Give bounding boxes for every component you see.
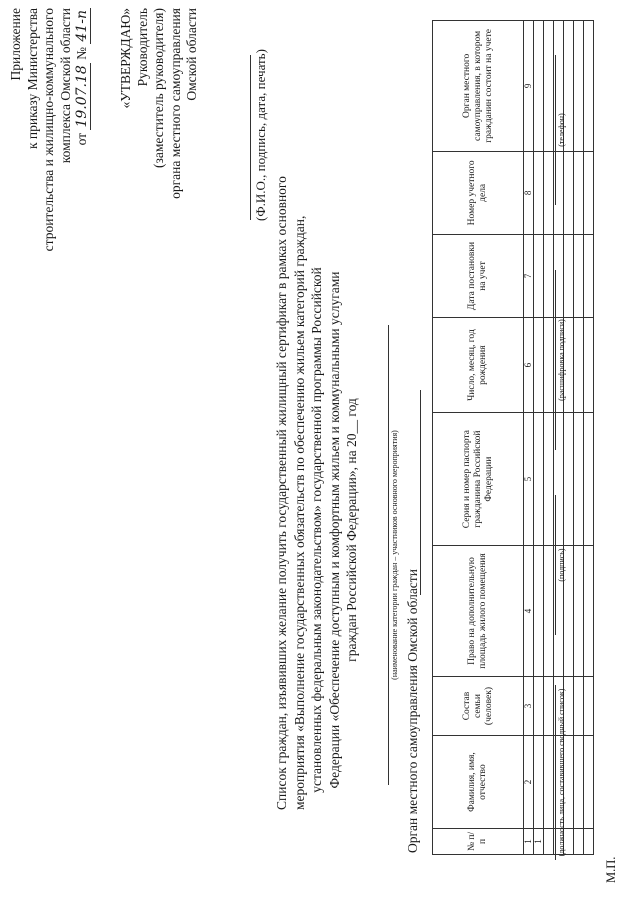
header-cell: Состав семьи (человек)	[433, 676, 524, 735]
table-cell	[534, 21, 544, 152]
row-number: 1	[534, 828, 544, 854]
table-cell	[534, 413, 544, 546]
table-cell	[584, 676, 594, 735]
column-number: 3	[524, 676, 534, 735]
column-number: 2	[524, 736, 534, 829]
header-cell: Право на дополнительную площадь жилого помещения	[433, 546, 524, 677]
table-cell	[544, 546, 554, 677]
table-cell	[534, 234, 544, 317]
header-cell: Орган местного самоуправления, в котором гражданин состоит на учете	[433, 21, 524, 152]
table-row	[544, 21, 554, 855]
table-row	[584, 21, 594, 855]
column-number: 4	[524, 546, 534, 677]
decoding-line	[555, 270, 556, 450]
appendix-line: к приказу Министерства	[24, 8, 40, 150]
table-cell	[574, 736, 584, 829]
title-line: Список граждан, изъявивших желание получить государственный жилищный сертификат в рамках основного	[274, 176, 289, 810]
title-line: мероприятия «Выполнение государственных обязательств по обеспечению жильем категорий граждан,	[291, 215, 307, 810]
approval-line: Омской области	[184, 8, 199, 101]
table-cell	[574, 546, 584, 677]
table-cell	[534, 546, 544, 677]
approval-block	[118, 8, 201, 308]
table-cell	[544, 676, 554, 735]
table-cell	[584, 234, 594, 317]
column-number: 8	[524, 151, 534, 234]
table-cell	[574, 413, 584, 546]
appendix-line: Приложение	[8, 8, 23, 81]
signature-line	[250, 55, 251, 220]
header-cell: Номер учетного дела	[433, 151, 524, 234]
header-cell: № п/п	[433, 828, 524, 854]
row-number	[584, 828, 594, 854]
date-prefix: от	[74, 132, 89, 146]
position-caption: (должность лица, составившего сводный список)	[557, 688, 566, 857]
appendix-line: комплекса Омской области	[57, 8, 73, 164]
table-cell	[534, 676, 544, 735]
table-cell	[544, 413, 554, 546]
table-cell	[534, 736, 544, 829]
category-caption: (наименование категории граждан – участников основного мероприятия)	[390, 430, 399, 680]
table-cell	[584, 736, 594, 829]
phone-line	[555, 55, 556, 205]
header-cell: Дата постановки на учет	[433, 234, 524, 317]
citizens-table	[432, 20, 594, 855]
table-cell	[584, 21, 594, 152]
appendix-line: строительства и жилищно-коммунального	[41, 8, 56, 252]
table-cell	[574, 151, 584, 234]
table-cell	[544, 736, 554, 829]
signature-footer-caption: (подпись)	[557, 548, 566, 582]
appendix-block	[8, 8, 91, 338]
approval-line: «УТВЕРЖДАЮ»	[118, 8, 133, 109]
table-cell	[534, 151, 544, 234]
category-line	[388, 325, 389, 785]
table-row	[534, 21, 544, 855]
header-cell: Фамилия, имя, отчество	[433, 736, 524, 829]
phone-caption: (телефон)	[557, 113, 566, 147]
column-number: 6	[524, 318, 534, 413]
row-number	[544, 828, 554, 854]
org-fill-line	[420, 390, 421, 595]
title-line: Федерации «Обеспечение доступным и комфортным жильем и коммунальными услугами	[326, 271, 342, 789]
table-cell	[574, 234, 584, 317]
table-cell	[584, 151, 594, 234]
decoding-caption: (расшифровка подписи)	[557, 319, 566, 401]
order-date-number	[74, 8, 91, 338]
column-number: 7	[524, 234, 534, 317]
handwritten-number: 41-п	[74, 10, 90, 42]
table-cell	[544, 318, 554, 413]
header-cell: Серия и номер паспорта гражданина Российской Федерации	[433, 413, 524, 546]
table-cell	[534, 318, 544, 413]
org-label: Орган местного самоуправления Омской области	[405, 569, 420, 853]
signature-caption: (Ф.И.О., подпись, дата, печать)	[253, 49, 268, 221]
table-cell	[574, 676, 584, 735]
table-cell	[544, 151, 554, 234]
approval-line: Руководитель	[134, 8, 150, 87]
column-number: 1	[524, 828, 534, 854]
signature-footer-line	[555, 495, 556, 635]
handwritten-date: 19.07.18	[74, 65, 90, 128]
column-number: 9	[524, 21, 534, 152]
table-cell	[584, 318, 594, 413]
title-line: установленных федеральным законодательством» государственной программы Российской	[309, 267, 325, 793]
column-numbers-row	[524, 21, 534, 855]
table-cell	[544, 21, 554, 152]
table-header-row	[433, 21, 524, 855]
approval-line: (заместитель руководителя)	[151, 8, 166, 168]
seal-label: М.П.	[604, 856, 618, 883]
table-row	[574, 21, 584, 855]
number-prefix: №	[74, 46, 89, 60]
position-line	[555, 685, 556, 860]
table-cell	[584, 413, 594, 546]
title-line: граждан Российской Федерации», на 20__ год	[344, 398, 360, 662]
column-number: 5	[524, 413, 534, 546]
approval-line: органа местного самоуправления	[167, 8, 183, 199]
table-cell	[544, 234, 554, 317]
header-cell: Число, месяц, год рождения	[433, 318, 524, 413]
table-cell	[574, 318, 584, 413]
row-number	[574, 828, 584, 854]
document-title	[273, 176, 361, 810]
table-cell	[574, 21, 584, 152]
table-cell	[584, 546, 594, 677]
